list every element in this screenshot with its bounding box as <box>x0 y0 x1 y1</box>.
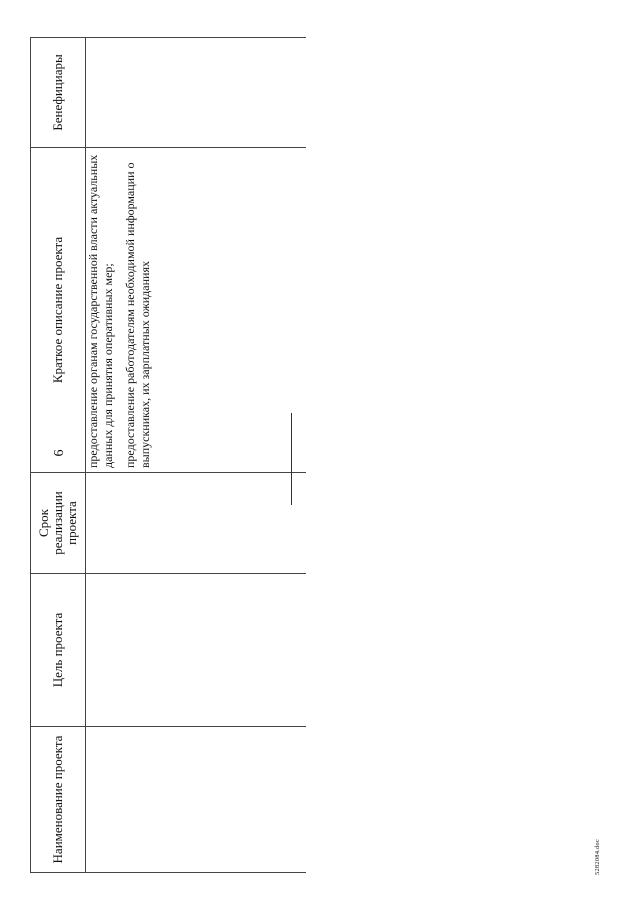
header-project-description: Краткое описание проекта <box>31 148 86 473</box>
cell-project-name <box>86 727 307 873</box>
page-number: 6 <box>52 449 67 457</box>
document-code: 5282084.doc <box>594 839 601 875</box>
header-beneficiaries: Бенефициары <box>31 38 86 148</box>
cell-project-term <box>86 473 307 574</box>
separator-line <box>291 413 292 505</box>
header-project-name: Наименование проекта <box>31 727 86 873</box>
header-project-goal: Цель проекта <box>31 574 86 727</box>
description-item: предоставление органам государственной власти актуальных данных для принятия оперативных мер; <box>86 154 115 468</box>
cell-project-goal <box>86 574 307 727</box>
table-row <box>86 38 307 873</box>
project-table <box>30 37 306 873</box>
cell-beneficiaries <box>86 38 307 148</box>
description-item: предоставление работодателям необходимой информации о выпускниках, их зарплатных ожиданиях <box>123 162 152 468</box>
header-project-term: Срок реализации проекта <box>31 473 86 574</box>
table-header-row <box>31 38 86 873</box>
cell-project-description <box>86 148 307 473</box>
